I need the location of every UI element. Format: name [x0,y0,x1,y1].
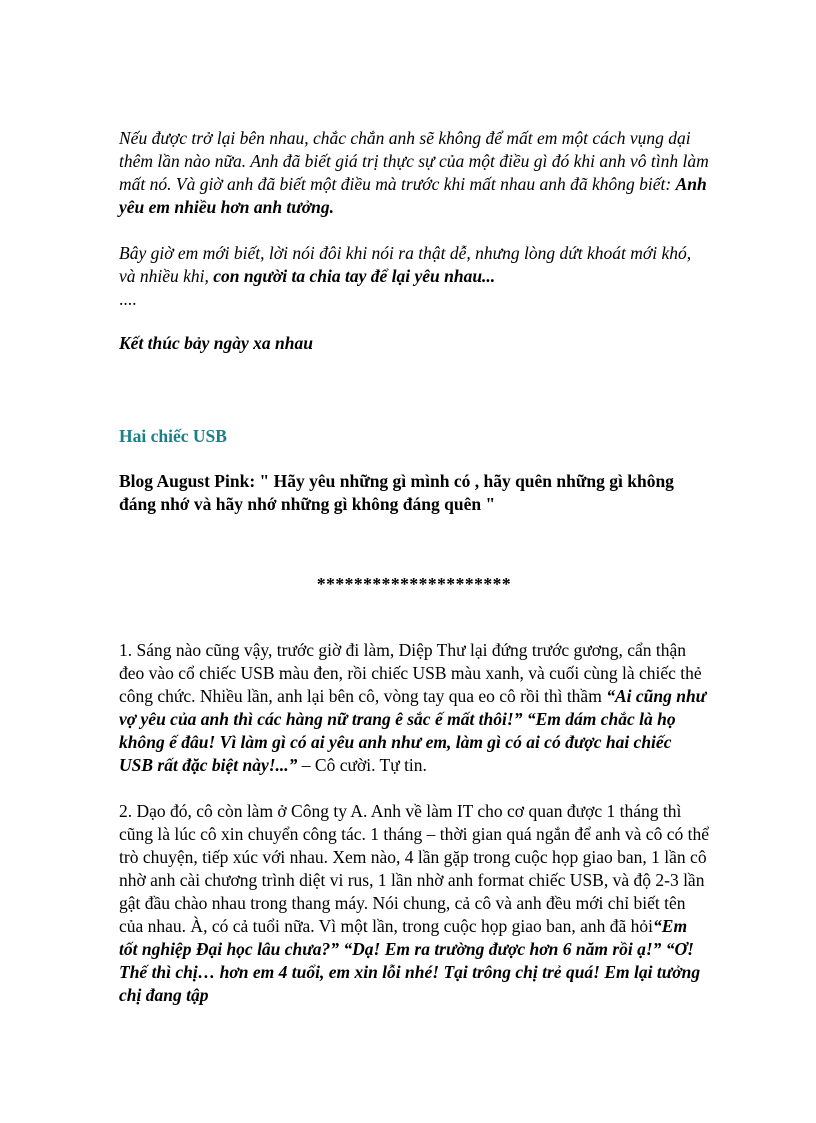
paragraph-intro-emphasis: Anh yêu em nhiều hơn anh tưởng. [119,174,707,217]
document-page [119,127,709,1007]
paragraph-intro [119,127,709,219]
story-paragraph-1 [119,639,709,777]
story-paragraph-1-tail: – Cô cười. Tự tin. [297,755,427,775]
blog-quote: Blog August Pink: " Hãy yêu những gì mình có , hãy quên những gì không đáng nhớ và hãy nhớ những gì không đáng quên " [119,471,674,514]
story-ending-line: Kết thúc bảy ngày xa nhau [119,333,313,353]
paragraph-intro-text: Nếu được trở lại bên nhau, chắc chắn anh sẽ không để mất em một cách vụng dại thêm lần nào nữa. Anh đã biết giá trị thực sự của một điều gì đó khi anh vô tình làm mất nó. Và giờ anh đã biết một điều mà trước khi mất nhau anh đã không biết: [119,128,709,194]
story-paragraph-1-dialogue: “Ai cũng như vợ yêu của anh thì các hàng nữ trang ê sắc ế mất thôi!” “Em dám chắc là họ không ế đâu! Vì làm gì có ai yêu anh như em, làm gì có ai có được hai chiếc USB rất đặc biệt này!...” [119,686,707,775]
ellipsis-line: .... [119,289,137,309]
story-paragraph-2 [119,800,709,1007]
story-paragraph-1-text: 1. Sáng nào cũng vậy, trước giờ đi làm, Diệp Thư lại đứng trước gương, cẩn thận đeo vào cổ chiếc USB màu đen, rồi chiếc USB màu xanh, và cuối cùng là chiếc thẻ công chức. Nhiều lần, anh lại bên cô, vòng tay qua eo cô rồi thì thầm [119,640,702,706]
story-paragraph-2-dialogue: “Em tốt nghiệp Đại học lâu chưa?” “Dạ! Em ra trường được hơn 6 năm rồi ạ!” “Ơ! Thế thì chị… hơn em 4 tuổi, em xin lỗi nhé! Tại trông chị trẻ quá! Em lại tưởng chị đang tập [119,916,701,1005]
section-divider: ********************* [316,574,512,594]
story-title: Hai chiếc USB [119,426,227,446]
paragraph-realization [119,242,709,288]
paragraph-realization-emphasis: con người ta chia tay để lại yêu nhau... [213,266,496,286]
story-paragraph-2-text: 2. Dạo đó, cô còn làm ở Công ty A. Anh về làm IT cho cơ quan được 1 tháng thì cũng là lúc cô xin chuyển công tác. 1 tháng – thời gian quá ngắn để anh và cô có thể trò chuyện, tiếp xúc với nhau. Xem nào, 4 lần gặp trong cuộc họp giao ban, 1 lần cô nhờ anh cài chương trình diệt vi rus, 1 lần nhờ anh format chiếc USB, và độ 2-3 lần gật đầu chào nhau trong thang máy. Nói chung, cả cô và anh đều mới chỉ biết tên của nhau. À, có cả tuổi nữa. Vì một lần, trong cuộc họp giao ban, anh đã hỏi [119,801,709,936]
paragraph-realization-text: Bây giờ em mới biết, lời nói đôi khi nói ra thật dễ, nhưng lòng dứt khoát mới khó, và nhiều khi, [119,243,692,286]
